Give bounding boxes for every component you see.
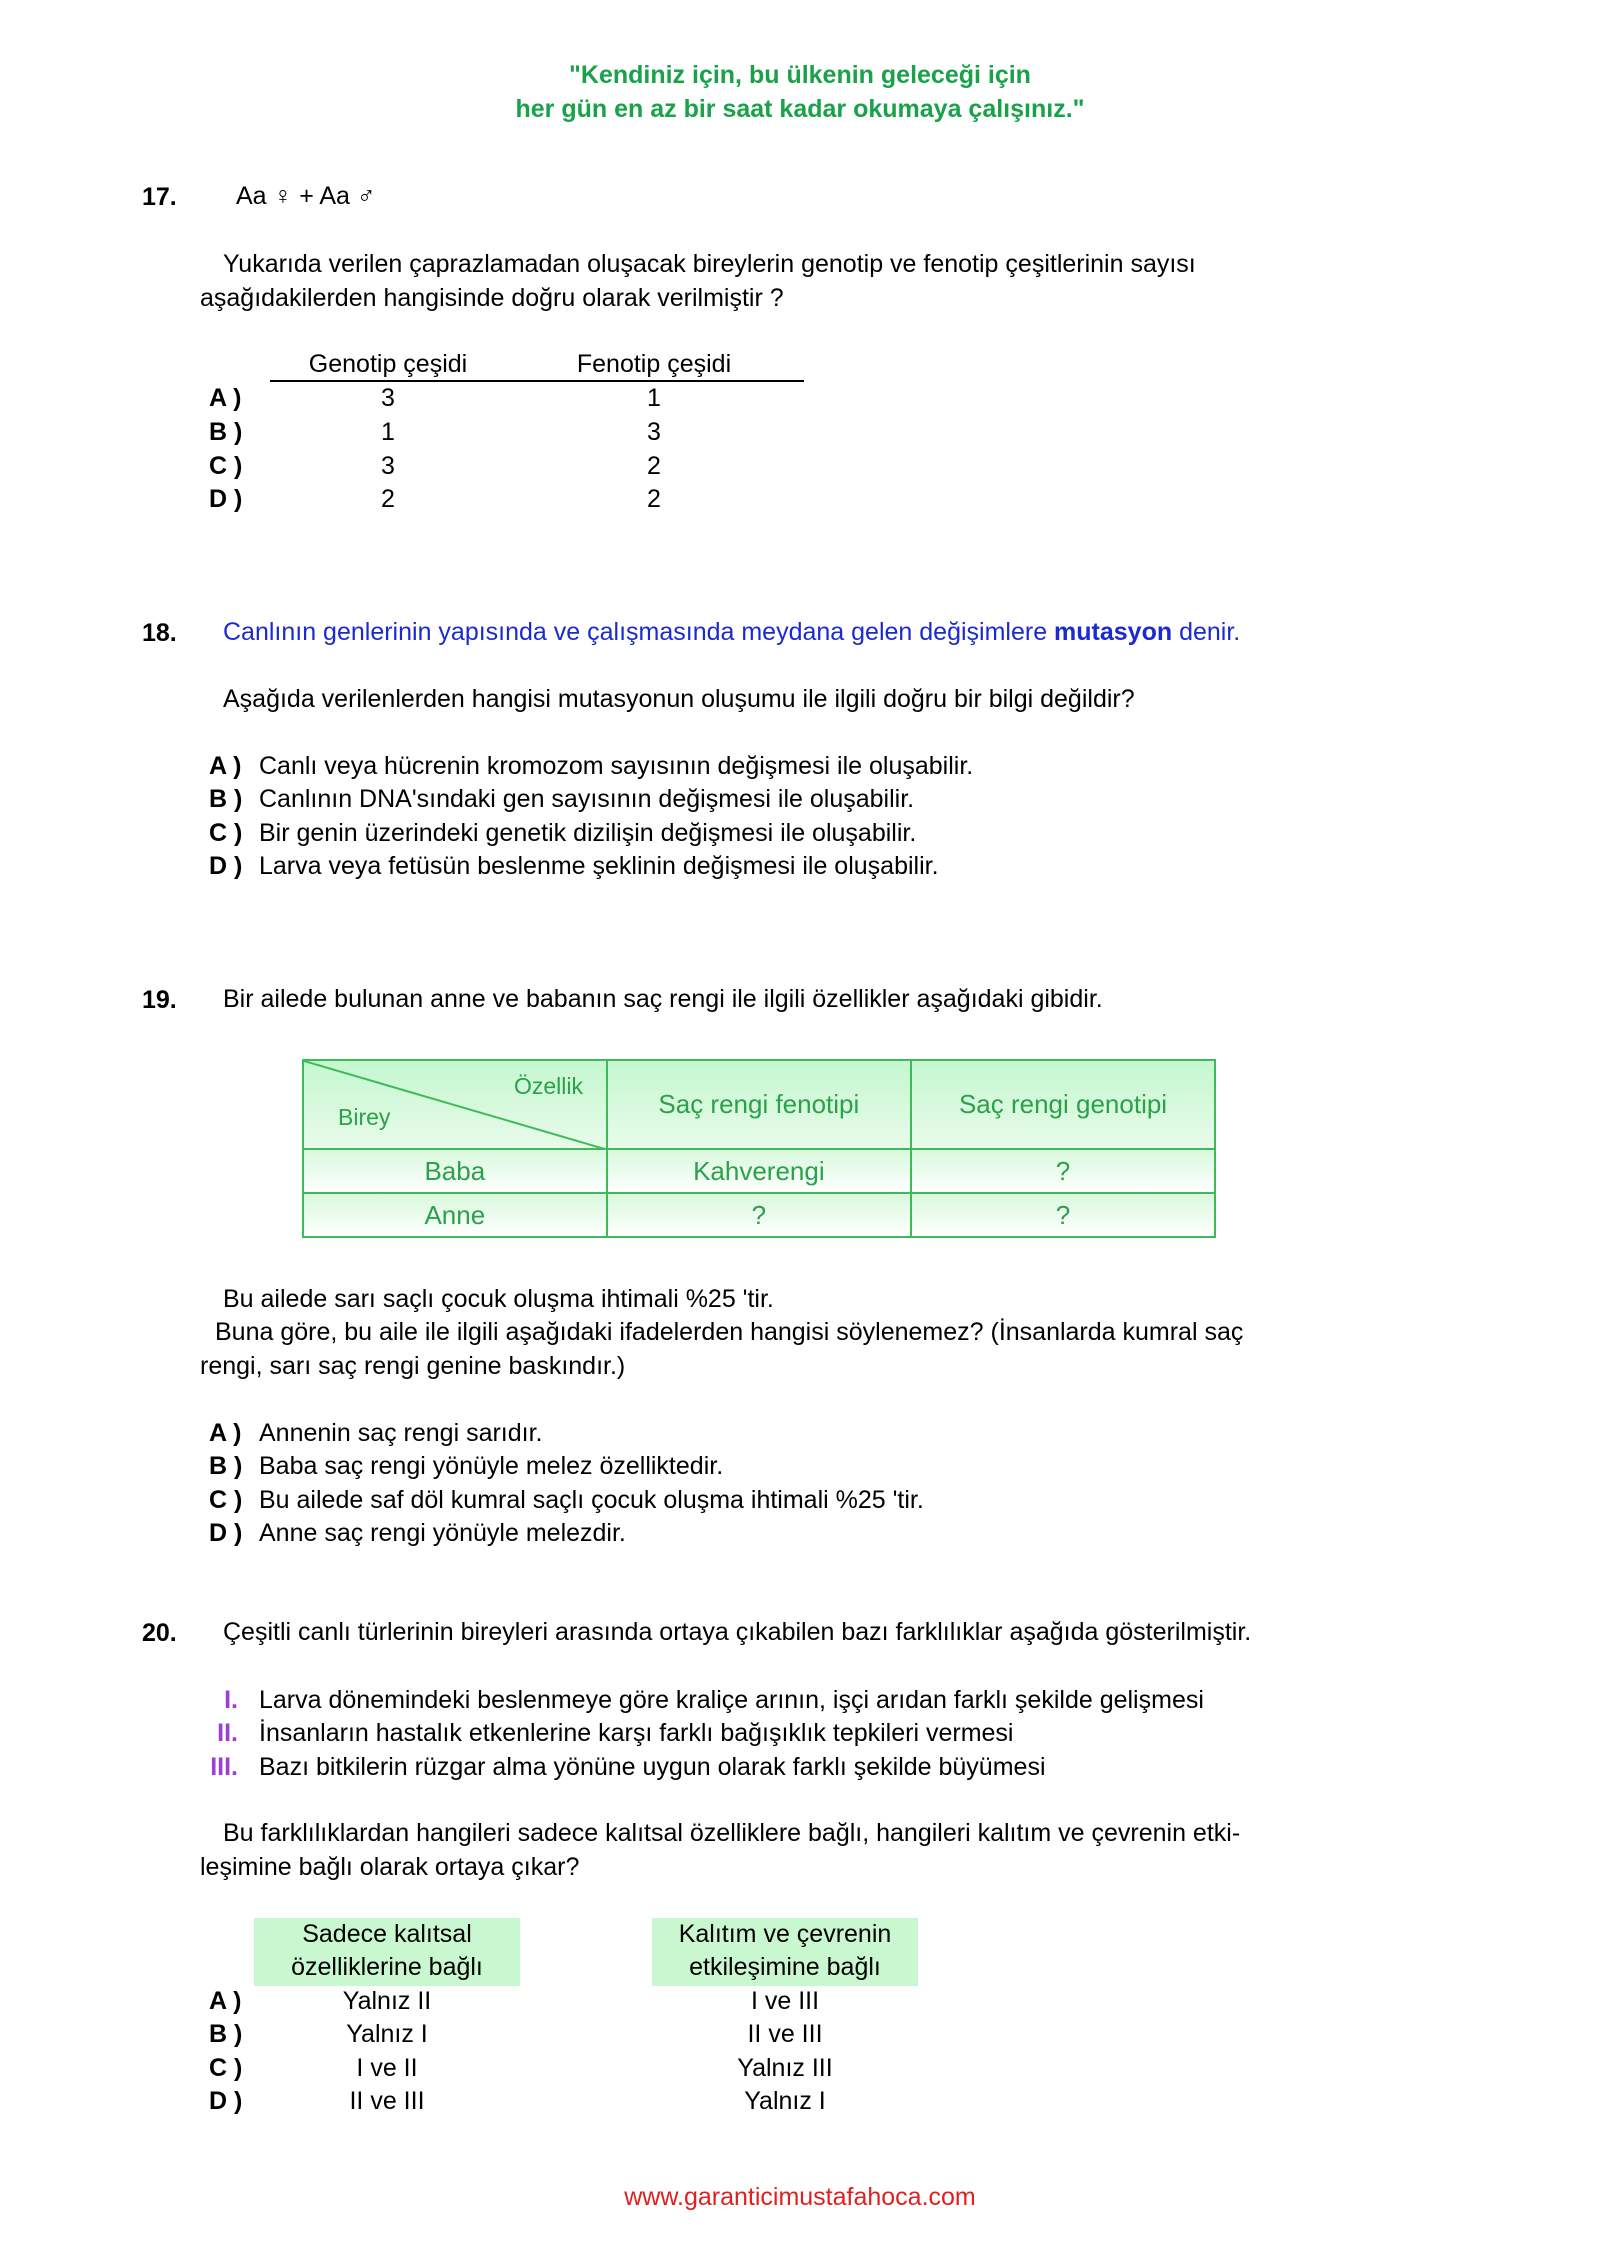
row-father-genotype: ? [911,1149,1215,1193]
q20-option-a-letter[interactable]: A ) [209,1987,242,2015]
q18-option-a-letter[interactable]: A ) [209,752,242,780]
q18-option-c-letter[interactable]: C ) [209,819,243,847]
q20-option-d-col2: Yalnız I [744,2087,826,2115]
q20-option-b-col2: II ve III [747,2020,823,2048]
q19-option-b-letter[interactable]: B ) [209,1452,243,1480]
q20-text-line-1: Bu farklılıklardan hangileri sadece kalıtsal özelliklere bağlı, hangileri kalıtım ve çevrenin etki- [223,1819,1241,1847]
motto-line-2: her gün en az bir saat kadar okumaya çalışınız." [515,95,1085,123]
q20-option-b-col1: Yalnız I [346,2020,428,2048]
question-17-number: 17. [142,183,177,211]
option-d-genotype: 2 [381,485,395,513]
q20-option-c-col1: I ve II [356,2054,418,2082]
option-d-letter[interactable]: D ) [209,485,243,513]
q18-intro-bold: mutasyon [1054,618,1173,646]
q20-text-line-2: leşimine bağlı olarak ortaya çıkar? [200,1853,580,1881]
q19-text-line-2: Buna göre, bu aile ile ilgili aşağıdaki ifadelerden hangisi söylenemez? (İnsanlarda kumral saç [215,1318,1244,1346]
q18-option-d-letter[interactable]: D ) [209,852,243,880]
q20-col1-line2: özelliklerine bağlı [291,1953,483,1981]
q18-option-a-text[interactable]: Canlı veya hücrenin kromozom sayısının değişmesi ile oluşabilir. [259,752,974,780]
row-father-name: Baba [303,1149,607,1193]
table-row [303,1193,1215,1237]
q20-col2-line2: etkileşimine bağlı [689,1953,881,1981]
q19-option-c-letter[interactable]: C ) [209,1486,243,1514]
q20-col1-line1: Sadece kalıtsal [302,1920,472,1948]
item-i-number: I. [224,1686,238,1714]
q20-col-interaction-header [652,1918,918,1986]
motto-line-1: "Kendiniz için, bu ülkenin geleceği için [569,61,1031,89]
row-mother-genotype: ? [911,1193,1215,1237]
q19-option-a-text[interactable]: Annenin saç rengi sarıdır. [259,1419,543,1447]
q20-option-c-col2: Yalnız III [737,2054,833,2082]
q20-option-a-col2: I ve III [750,1987,820,2015]
question-19-number: 19. [142,986,177,1014]
q20-intro: Çeşitli canlı türlerinin bireyleri arasında ortaya çıkabilen bazı farklılıklar aşağıda gösterilmiştir. [223,1618,1252,1646]
q19-intro: Bir ailede bulunan anne ve babanın saç rengi ile ilgili özellikler aşağıdaki gibidir. [223,985,1103,1013]
q17-text-line-1: Yukarıda verilen çaprazlamadan oluşacak bireylerin genotip ve fenotip çeşitlerinin sayısı [223,250,1196,278]
item-iii-number: III. [210,1753,238,1781]
q18-question: Aşağıda verilenlerden hangisi mutasyonun oluşumu ile ilgili doğru bir bilgi değildir? [223,685,1135,713]
q19-option-c-text[interactable]: Bu ailede saf döl kumral saçlı çocuk oluşma ihtimali %25 'tir. [259,1486,924,1514]
item-ii-text: İnsanların hastalık etkenlerine karşı farklı bağışıklık tepkileri vermesi [259,1719,1014,1747]
option-b-genotype: 1 [381,418,395,446]
item-iii-text: Bazı bitkilerin rüzgar alma yönüne uygun olarak farklı şekilde büyümesi [259,1753,1046,1781]
option-b-letter[interactable]: B ) [209,418,243,446]
option-a-genotype: 3 [381,384,395,412]
q19-option-d-text[interactable]: Anne saç rengi yönüyle melezdir. [259,1519,626,1547]
corner-person-label: Birey [338,1104,391,1130]
q18-option-b-letter[interactable]: B ) [209,785,243,813]
q20-option-c-letter[interactable]: C ) [209,2054,243,2082]
corner-feature-label: Özellik [514,1073,584,1099]
question-18-number: 18. [142,619,177,647]
q18-intro-a: Canlının genlerinin yapısında ve çalışmasında meydana gelen değişimlere [223,618,1055,646]
q20-option-d-col1: II ve III [349,2087,425,2115]
q18-intro [223,618,1240,647]
row-mother-phenotype: ? [607,1193,911,1237]
option-c-phenotype: 2 [647,452,661,480]
row-mother-name: Anne [303,1193,607,1237]
q18-option-c-text[interactable]: Bir genin üzerindeki genetik dizilişin değişmesi ile oluşabilir. [259,819,917,847]
option-c-genotype: 3 [381,452,395,480]
q20-option-b-letter[interactable]: B ) [209,2020,243,2048]
q20-col2-line1: Kalıtım ve çevrenin [678,1920,892,1948]
q19-option-a-letter[interactable]: A ) [209,1419,242,1447]
option-a-phenotype: 1 [647,384,661,412]
table-corner-cell [303,1060,607,1149]
q17-text-line-2: aşağıdakilerden hangisinde doğru olarak verilmiştir ? [200,284,784,312]
q20-option-a-col1: Yalnız II [342,1987,432,2015]
footer-url-link[interactable]: www.garanticimustafahoca.com [624,2183,976,2211]
q19-text-line-3: rengi, sarı saç rengi genine baskındır.) [200,1352,626,1380]
q17-col-phenotype: Fenotip çeşidi [576,350,732,378]
option-b-phenotype: 3 [647,418,661,446]
cross-formula: Aa ♀ + Aa ♂ [236,182,376,210]
hair-color-table [302,1059,1216,1238]
item-i-text: Larva dönemindeki beslenmeye göre kraliçe arının, işçi arıdan farklı şekilde gelişmesi [259,1686,1204,1714]
q17-col-genotype: Genotip çeşidi [308,350,468,378]
option-a-letter[interactable]: A ) [209,384,242,412]
q18-option-b-text[interactable]: Canlının DNA'sındaki gen sayısının değişmesi ile oluşabilir. [259,785,915,813]
q18-option-d-text[interactable]: Larva veya fetüsün beslenme şeklinin değişmesi ile oluşabilir. [259,852,939,880]
table-row [303,1149,1215,1193]
q19-option-b-text[interactable]: Baba saç rengi yönüyle melez özelliktedir. [259,1452,724,1480]
q20-col-hereditary-header [254,1918,520,1986]
row-father-phenotype: Kahverengi [607,1149,911,1193]
question-20-number: 20. [142,1619,177,1647]
q18-intro-b: denir. [1172,618,1241,646]
option-d-phenotype: 2 [647,485,661,513]
header-phenotype: Saç rengi fenotipi [607,1060,911,1149]
option-c-letter[interactable]: C ) [209,452,243,480]
q19-option-d-letter[interactable]: D ) [209,1519,243,1547]
header-genotype: Saç rengi genotipi [911,1060,1215,1149]
q20-option-d-letter[interactable]: D ) [209,2087,243,2115]
q19-text-line-1: Bu ailede sarı saçlı çocuk oluşma ihtimali %25 'tir. [223,1285,774,1313]
item-ii-number: II. [217,1719,238,1747]
